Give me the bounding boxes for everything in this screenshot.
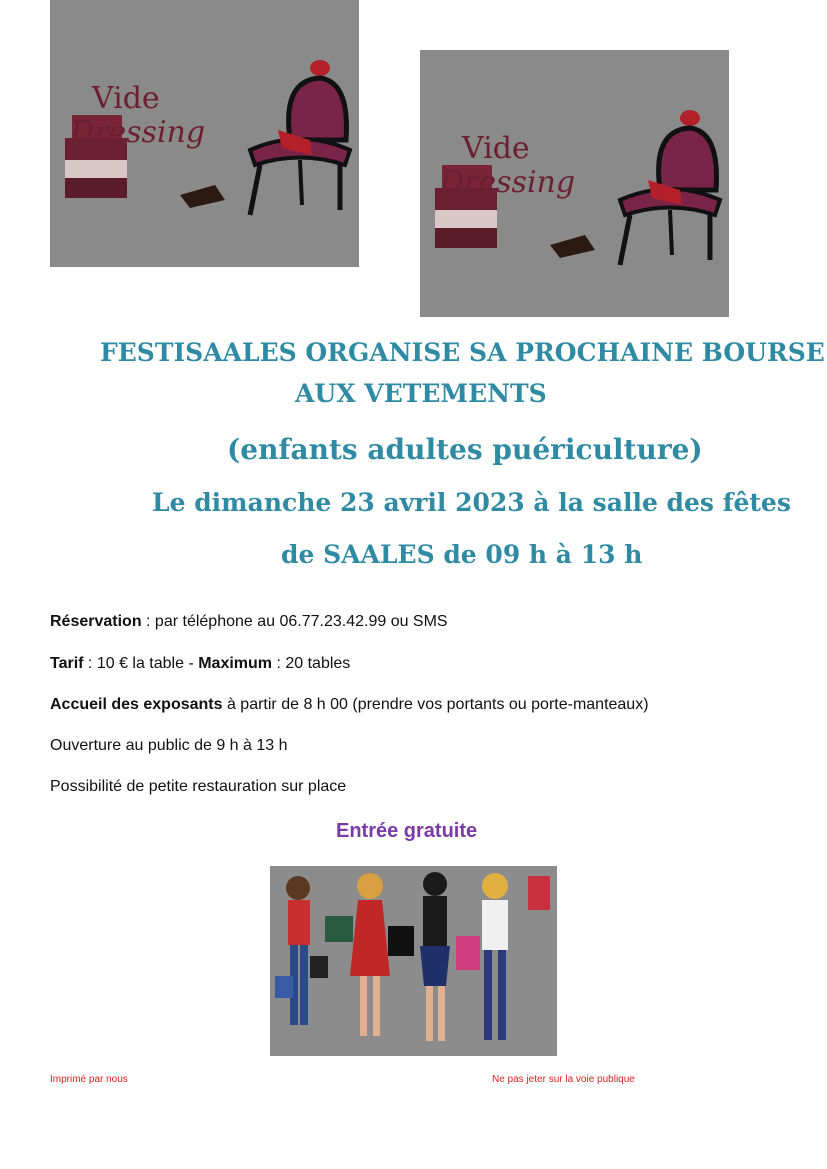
event-location-time: de SAALES de 09 h à 13 h — [281, 540, 643, 569]
reservation-label: Réservation — [50, 613, 142, 630]
heading-line-2: AUX VETEMENTS — [295, 379, 547, 408]
vide-dressing-logo-right — [420, 50, 729, 317]
vide-dressing-logo-icon — [420, 50, 729, 317]
ouverture-line: Ouverture au public de 9 h à 13 h — [50, 737, 288, 754]
svg-text:Vide: Vide — [462, 131, 530, 166]
tarif-label: Tarif — [50, 655, 84, 672]
heading-line-1: FESTISAALES ORGANISE SA PROCHAINE BOURSE — [100, 338, 825, 367]
reservation-text: : par téléphone au 06.77.23.42.99 ou SMS — [141, 613, 448, 630]
shopping-women-illustration-icon — [270, 866, 557, 1056]
accueil-text: à partir de 8 h 00 (prendre vos portants ou porte-manteaux) — [222, 696, 649, 713]
svg-text:Dressing: Dressing — [440, 165, 576, 200]
tarif-line — [50, 655, 350, 673]
accueil-line — [50, 696, 649, 714]
svg-text:Vide: Vide — [92, 81, 160, 116]
event-date: Le dimanche 23 avril 2023 à la salle des fêtes — [152, 488, 791, 517]
footer-do-not-litter: Ne pas jeter sur la voie publique — [492, 1074, 635, 1085]
maximum-text: : 20 tables — [272, 655, 351, 672]
free-entry: Entrée gratuite — [336, 820, 478, 842]
maximum-label: Maximum — [198, 655, 273, 672]
vide-dressing-logo-icon — [50, 0, 359, 267]
accueil-label: Accueil des exposants — [50, 696, 223, 713]
reservation-line — [50, 613, 448, 631]
heading-line-3: (enfants adultes puériculture) — [227, 433, 703, 466]
vide-dressing-logo-left — [50, 0, 359, 267]
shoppers-illustration — [270, 866, 557, 1056]
restauration-line: Possibilité de petite restauration sur place — [50, 778, 347, 795]
footer-printed-by: Imprimé par nous — [50, 1074, 128, 1085]
svg-text:Dressing: Dressing — [70, 115, 206, 150]
tarif-text: : 10 € la table - — [83, 655, 199, 672]
